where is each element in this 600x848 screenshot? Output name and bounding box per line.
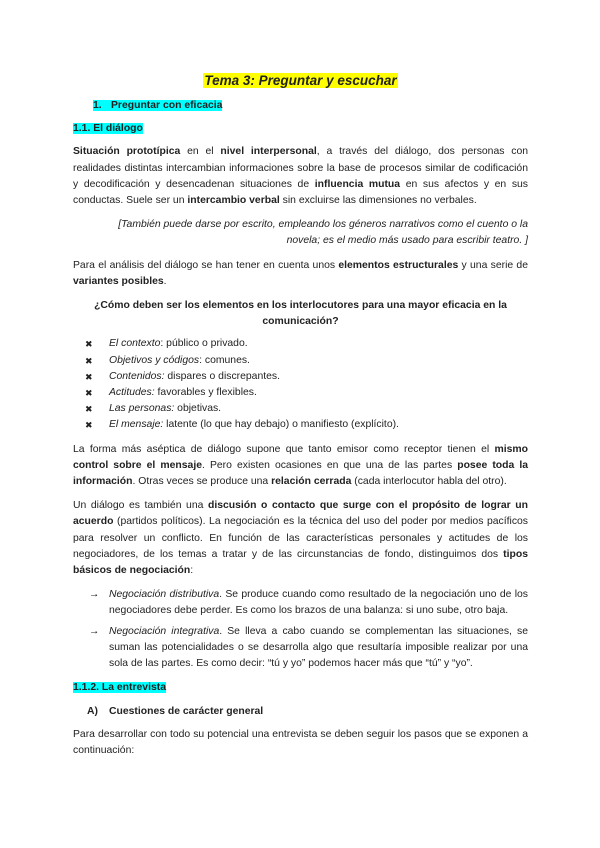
bracketed-note: [También puede darse por escrito, empleando los géneros narrativos como el cuento o la novela; es el medio más usado para escribir teatro. ] bbox=[118, 219, 528, 247]
document-page bbox=[73, 72, 528, 767]
x-bullet-icon: ✖ bbox=[85, 420, 93, 431]
question-heading: ¿Cómo deben ser los elementos en los interlocutores para una mayor eficacia en la comunicación? bbox=[94, 300, 507, 328]
list-item: ✖ El contexto: público o privado. bbox=[73, 336, 528, 352]
section-heading-1: 1. Preguntar con eficacia bbox=[93, 100, 223, 111]
x-bullet-icon: ✖ bbox=[85, 355, 93, 366]
list-item: → Negociación distributiva. Se produce cuando como resultado de la negociación uno de los negociadores debe perder. Es como los brazos de una balanza: si uno sube, otro baja. bbox=[89, 589, 528, 617]
arrow-right-icon: → bbox=[89, 589, 100, 601]
arrow-right-icon: → bbox=[89, 625, 100, 637]
section-heading-1-1: 1.1. El diálogo bbox=[73, 123, 143, 135]
x-bullet-icon: ✖ bbox=[85, 404, 93, 415]
paragraph-dialogo-definition: Situación prototípica en el nivel interpersonal, a través del diálogo, dos personas con realidades distintas intercambian informaciones sobre la base de procesos similar de codificación y decodificación y desencadenan situaciones de influencia mutua en sus afectos y en sus conductas. Suele ser un intercambio verbal sin excluirse las dimensiones no verbales. bbox=[73, 146, 529, 207]
section-heading-1-1-2: 1.1.2. La entrevista bbox=[73, 682, 166, 694]
x-bullet-icon: ✖ bbox=[85, 388, 93, 399]
x-bullet-icon: ✖ bbox=[85, 339, 93, 350]
subsection-heading-a: A) Cuestiones de carácter general bbox=[87, 705, 264, 717]
paragraph-negociacion: Un diálogo es también una discusión o contacto que surge con el propósito de lograr un acuerdo (partidos políticos). La negociación es la técnica del uso del poder por medios pacíficos para resolver un conflicto. En función de las características personales y actitudes de los negociadores, de los temas a tratar y de las circunstancias de fondo, distinguimos dos tipos básicos de negociación: bbox=[73, 500, 528, 577]
x-bullet-icon: ✖ bbox=[85, 371, 93, 382]
paragraph-control-mensaje: La forma más aséptica de diálogo supone que tanto emisor como receptor tienen el mismo control sobre el mensaje. Pero existen ocasiones en que una de las partes posee toda la información. Otras veces se produce una relación cerrada (cada interlocutor habla del otro). bbox=[73, 443, 528, 488]
paragraph-entrevista: Para desarrollar con todo su potencial una entrevista se deben seguir los pasos que se exponen a continuación: bbox=[73, 728, 528, 756]
list-item: ✖ El mensaje: latente (lo que hay debajo) o manifiesto (explícito). bbox=[73, 417, 528, 433]
elements-list bbox=[73, 336, 528, 433]
list-item: ✖ Contenidos: dispares o discrepantes. bbox=[73, 369, 528, 385]
paragraph-elementos: Para el análisis del diálogo se han tener en cuenta unos elementos estructurales y una serie de variantes posibles. bbox=[73, 259, 528, 287]
list-item: ✖ Actitudes: favorables y flexibles. bbox=[73, 385, 528, 401]
list-item: ✖ Las personas: objetivas. bbox=[73, 401, 528, 417]
negotiation-types-list bbox=[73, 587, 528, 672]
list-item: → Negociación integrativa. Se lleva a cabo cuando se complementan las situaciones, se suman las potencialidades o se desarrolla algo que resultaría imposible realizar por una sola de las partes. Es como decir: “tú y yo” podemos hacer más que “tú” y “yo”. bbox=[89, 625, 528, 670]
list-item: ✖ Objetivos y códigos: comunes. bbox=[73, 353, 528, 369]
page-title: Tema 3: Preguntar y escuchar bbox=[204, 73, 397, 88]
